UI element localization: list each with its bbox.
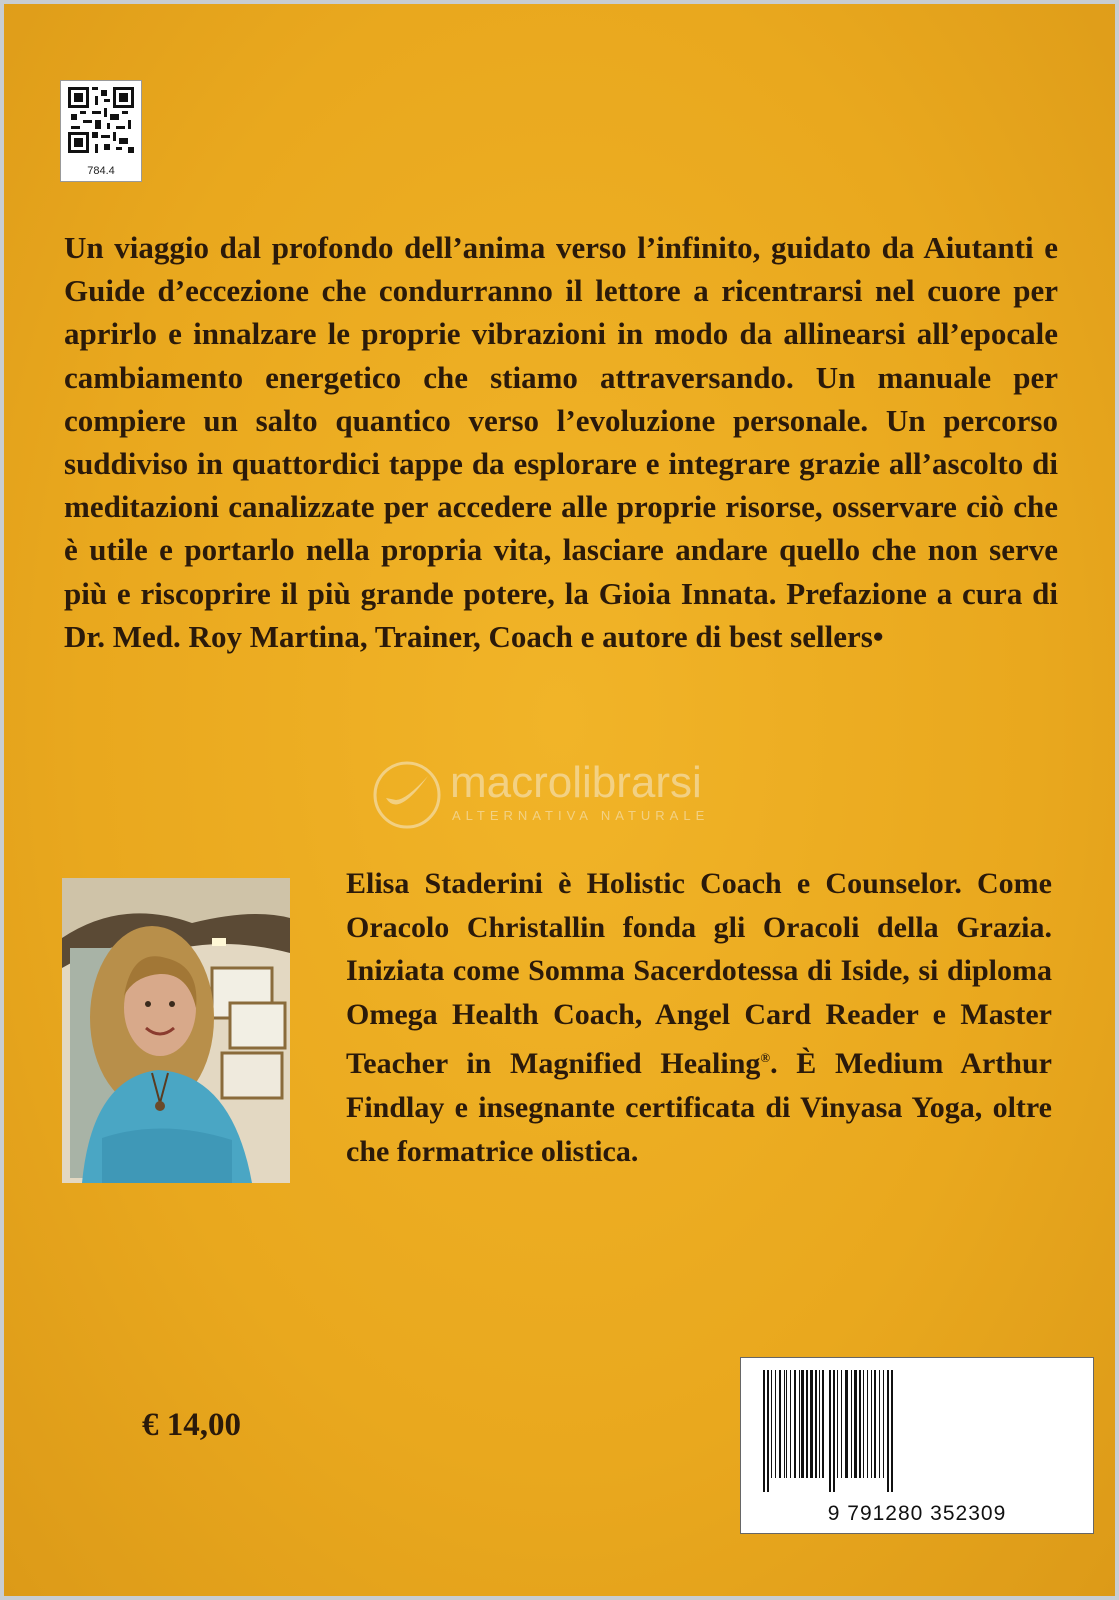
leaf-logo-icon (372, 760, 442, 830)
barcode-bar (784, 1370, 785, 1478)
barcode-bar (851, 1370, 852, 1478)
barcode-bar (799, 1370, 800, 1478)
barcode-bar (819, 1370, 820, 1478)
qr-code-number: 784.4 (87, 165, 115, 177)
barcode-bar (859, 1370, 861, 1478)
barcode-bar (879, 1370, 880, 1478)
barcode-bar (810, 1370, 813, 1478)
barcode-bar (867, 1370, 868, 1478)
registered-mark: ® (760, 1050, 771, 1066)
watermark-tagline: ALTERNATIVA NATURALE (452, 808, 710, 823)
qr-code-label (60, 80, 142, 182)
barcode-bar (775, 1370, 776, 1478)
barcode-bar (822, 1370, 824, 1478)
isbn-barcode (740, 1357, 1094, 1534)
barcode-icon (759, 1370, 1075, 1492)
barcode-bar (767, 1370, 769, 1492)
price-label: € 14,00 (142, 1407, 241, 1443)
barcode-bar (871, 1370, 872, 1478)
author-photo (62, 878, 290, 1183)
macrolibrarsi-watermark (372, 758, 752, 830)
book-description: Un viaggio dal profondo dell’anima verso l’infinito, guidato da Aiutanti e Guide d’eccezione che condurranno il lettore a ricentrarsi nel cuore per aprirlo e innalzare le proprie vibrazioni in modo da allinearsi all’epocale cambiamento energetico che stiamo attraversando. Un manuale per compiere un salto quantico verso l’evoluzione personale. Un percorso suddiviso in quattordici tappe da esplorare e integrare grazie all’ascolto di meditazioni canalizzate per accedere alle proprie risorse, osservare ciò che è utile e portarlo nella propria vita, lasciare andare quello che non serve più e riscoprire il più grande potere, la Gioia Innata. Prefazione a cura di Dr. Med. Roy Martina, Trainer, Coach e autore di best sellers• (64, 230, 1058, 654)
barcode-bar (891, 1370, 893, 1492)
barcode-bar (854, 1370, 857, 1478)
isbn-number: 9 791280 352309 (827, 1502, 1007, 1525)
barcode-bar (763, 1370, 765, 1492)
author-bio-part1: Elisa Staderini è Holistic Coach e Counselor. Come Oracolo Christallin fonda gli Oracoli della Grazia. Iniziata come Somma Sacerdotessa di Iside, si diploma Omega Health Coach, Angel Card Reader e Master Teacher in Magnified Healing (346, 867, 1052, 1081)
barcode-bar (887, 1370, 889, 1492)
barcode-bar (790, 1370, 791, 1478)
barcode-bar (845, 1370, 848, 1478)
qr-code-icon (68, 87, 134, 153)
author-bio-part2: . È Medium Arthur Findlay e insegnante certificata di Vinyasa Yoga, oltre che formatrice olistica. (346, 1047, 1052, 1168)
barcode-bar (863, 1370, 864, 1478)
barcode-bar (801, 1370, 804, 1478)
barcode-bar (837, 1370, 838, 1478)
barcode-bar (829, 1370, 831, 1492)
barcode-bar (794, 1370, 796, 1478)
barcode-bar (874, 1370, 876, 1478)
watermark-brand-name: macrolibrarsi (450, 758, 702, 807)
barcode-bar (786, 1370, 787, 1478)
barcode-bar (833, 1370, 835, 1492)
barcode-bar (771, 1370, 772, 1478)
barcode-bar (779, 1370, 781, 1478)
author-biography (346, 862, 1052, 1173)
barcode-bar (815, 1370, 817, 1478)
barcode-bar (841, 1370, 842, 1478)
barcode-bar (883, 1370, 884, 1478)
barcode-bar (806, 1370, 808, 1478)
